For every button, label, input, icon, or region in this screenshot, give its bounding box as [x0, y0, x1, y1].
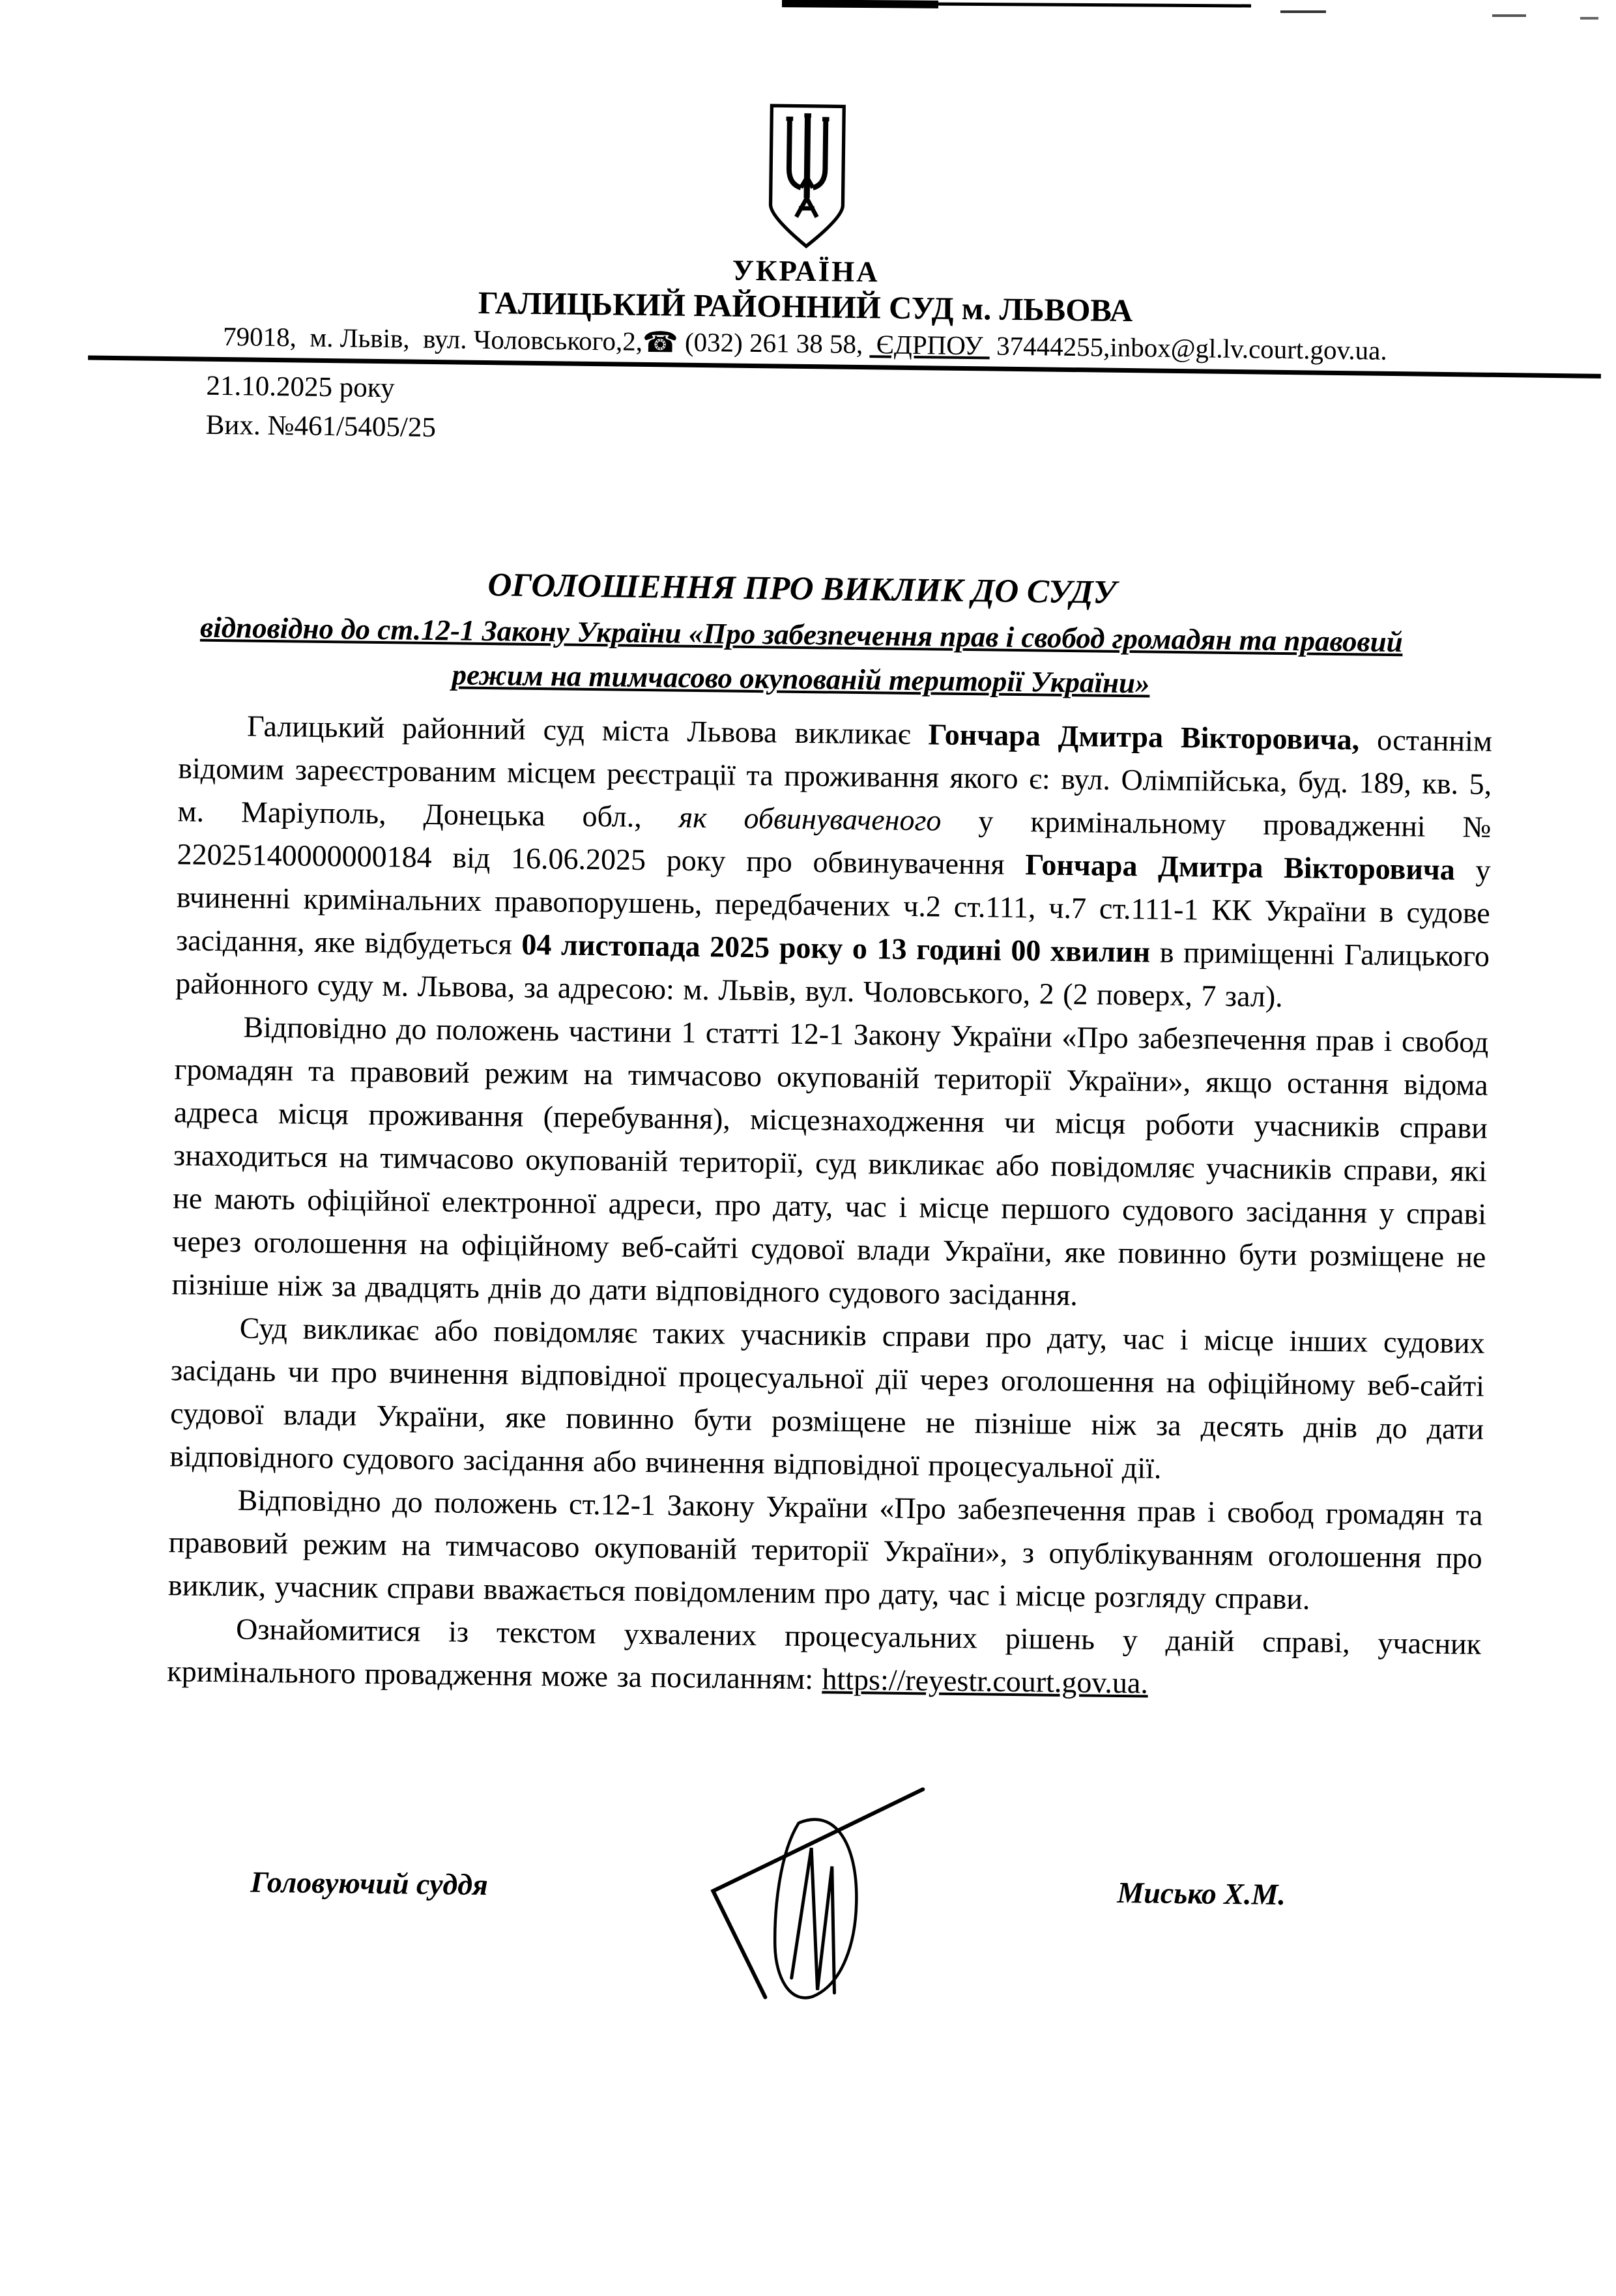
- text-run: Гончара Дмитра Вікторовича: [1024, 848, 1456, 887]
- court-email: inbox@gl.lv.court.gov.ua.: [1110, 332, 1387, 366]
- paragraph: [168, 1478, 1483, 1623]
- text-run: у кримінальному провадженні № 22025140000000184 від 16.06.2025 року про обвинувачення: [177, 803, 1492, 882]
- judge-role-label: Головуючий суддя: [250, 1865, 489, 1902]
- text-run: Гончара Дмитра Вікторовича,: [928, 717, 1360, 756]
- court-name: ГАЛИЦЬКИЙ РАЙОННИЙ СУД м. ЛЬВОВА: [478, 284, 1133, 329]
- text-run: Відповідно до положень частини 1 статті 12-1 Закону України «Про забезпечення прав і свобод громадян та правовий режим на тимчасово окупованій території України», якщо остання відома адреса місця проживання (перебування), місцезнаходження чи місця роботи учасників справи знаходиться на тимчасово окупованій території, суд викликає або повідомляє учасників справи, які не мають офіційної електронної адреси, про дату, час і місце першого судового засідання у справі через оголошення на офіційному веб-сайті судової влади України, яке повинно бути розміщене не пізніше ніж за двадцять днів до дати відповідного судового засідання.: [171, 1010, 1489, 1312]
- document-meta: [205, 367, 1612, 462]
- text-run: Ознайомитися із текстом ухвалених процесуальних рішень у даній справі, учасник кримінального провадження може за посиланням:: [167, 1612, 1482, 1696]
- phone-number: (032) 261 38 58,: [678, 326, 870, 360]
- judge-name: Мисько Х.М.: [1117, 1876, 1286, 1912]
- letterhead: [0, 0, 1616, 462]
- text-run: Суд викликає або повідомляє таких учасників справи про дату, час і місце інших судових засідань чи про вчинення відповідної процесуальної дії через оголошення на офіційному веб-сайті судової влади України, яке повинно бути розміщене не пізніше ніж за десять днів до дати відповідного судового засідання або вчинення відповідної процесуальної дії.: [169, 1311, 1486, 1485]
- edrpou-number: 37444255,: [989, 330, 1110, 362]
- text-run: Відповідно до положень ст.12-1 Закону України «Про забезпечення прав і свобод громадян та правовий режим на тимчасово окупованій території України», з опублікуванням оголошення про виклик, учасник справи вважається повідомленим про дату, час і місце розгляду справи.: [167, 1483, 1483, 1616]
- paragraph: [175, 704, 1492, 1021]
- text-run: в приміщенні Галицького районного суду м. Львова, за адресою: м. Львів, вул. Чоловського, 2 (2 поверх, 7 зал).: [175, 935, 1490, 1014]
- document-title: ОГОЛОШЕННЯ ПРО ВИКЛИК ДО СУДУ: [487, 567, 1117, 611]
- judge-signature: [692, 1781, 936, 2005]
- registry-link[interactable]: https://reyestr.court.gov.ua.: [822, 1662, 1149, 1700]
- paragraph: [171, 1005, 1488, 1322]
- document-body: [167, 704, 1492, 1709]
- document-date: 21.10.2025 року: [206, 370, 395, 404]
- country-name: УКРАЇНА: [732, 253, 880, 289]
- paragraph: [167, 1607, 1481, 1709]
- edrpou-label: ЄДРПОУ: [869, 329, 990, 361]
- phone-icon: ☎: [642, 326, 679, 359]
- text-run: у вчиненні кримінальних правопорушень, передбачених ч.2 ст.111, ч.7 ст.111-1 КК України в судове засідання, яке відбудеться: [175, 853, 1491, 961]
- ukraine-trident-emblem-icon: [0, 0, 1616, 263]
- address-text: 79018, м. Львів, вул. Чоловського,2,: [222, 321, 643, 356]
- text-run: як обвинуваченого: [678, 800, 942, 837]
- outgoing-number: Вих. №461/5405/25: [205, 409, 437, 444]
- text-run: останнім відомим зареєстрованим місцем реєстрації та проживання якого є: вул. Олімпійська, буд. 189, кв. 5, м. Маріуполь, Донецька обл.,: [177, 723, 1493, 834]
- document-subtitle: відповідно до ст.12-1 Закону України «Про забезпечення прав і свобод громадян та правовий режим на тимчасово окупованій території України»: [199, 610, 1403, 700]
- text-run: 04 листопада 2025 року о 13 годині 00 хвилин: [521, 927, 1151, 969]
- paragraph: [169, 1306, 1485, 1494]
- text-run: Галицький районний суд міста Львова викликає: [246, 709, 929, 751]
